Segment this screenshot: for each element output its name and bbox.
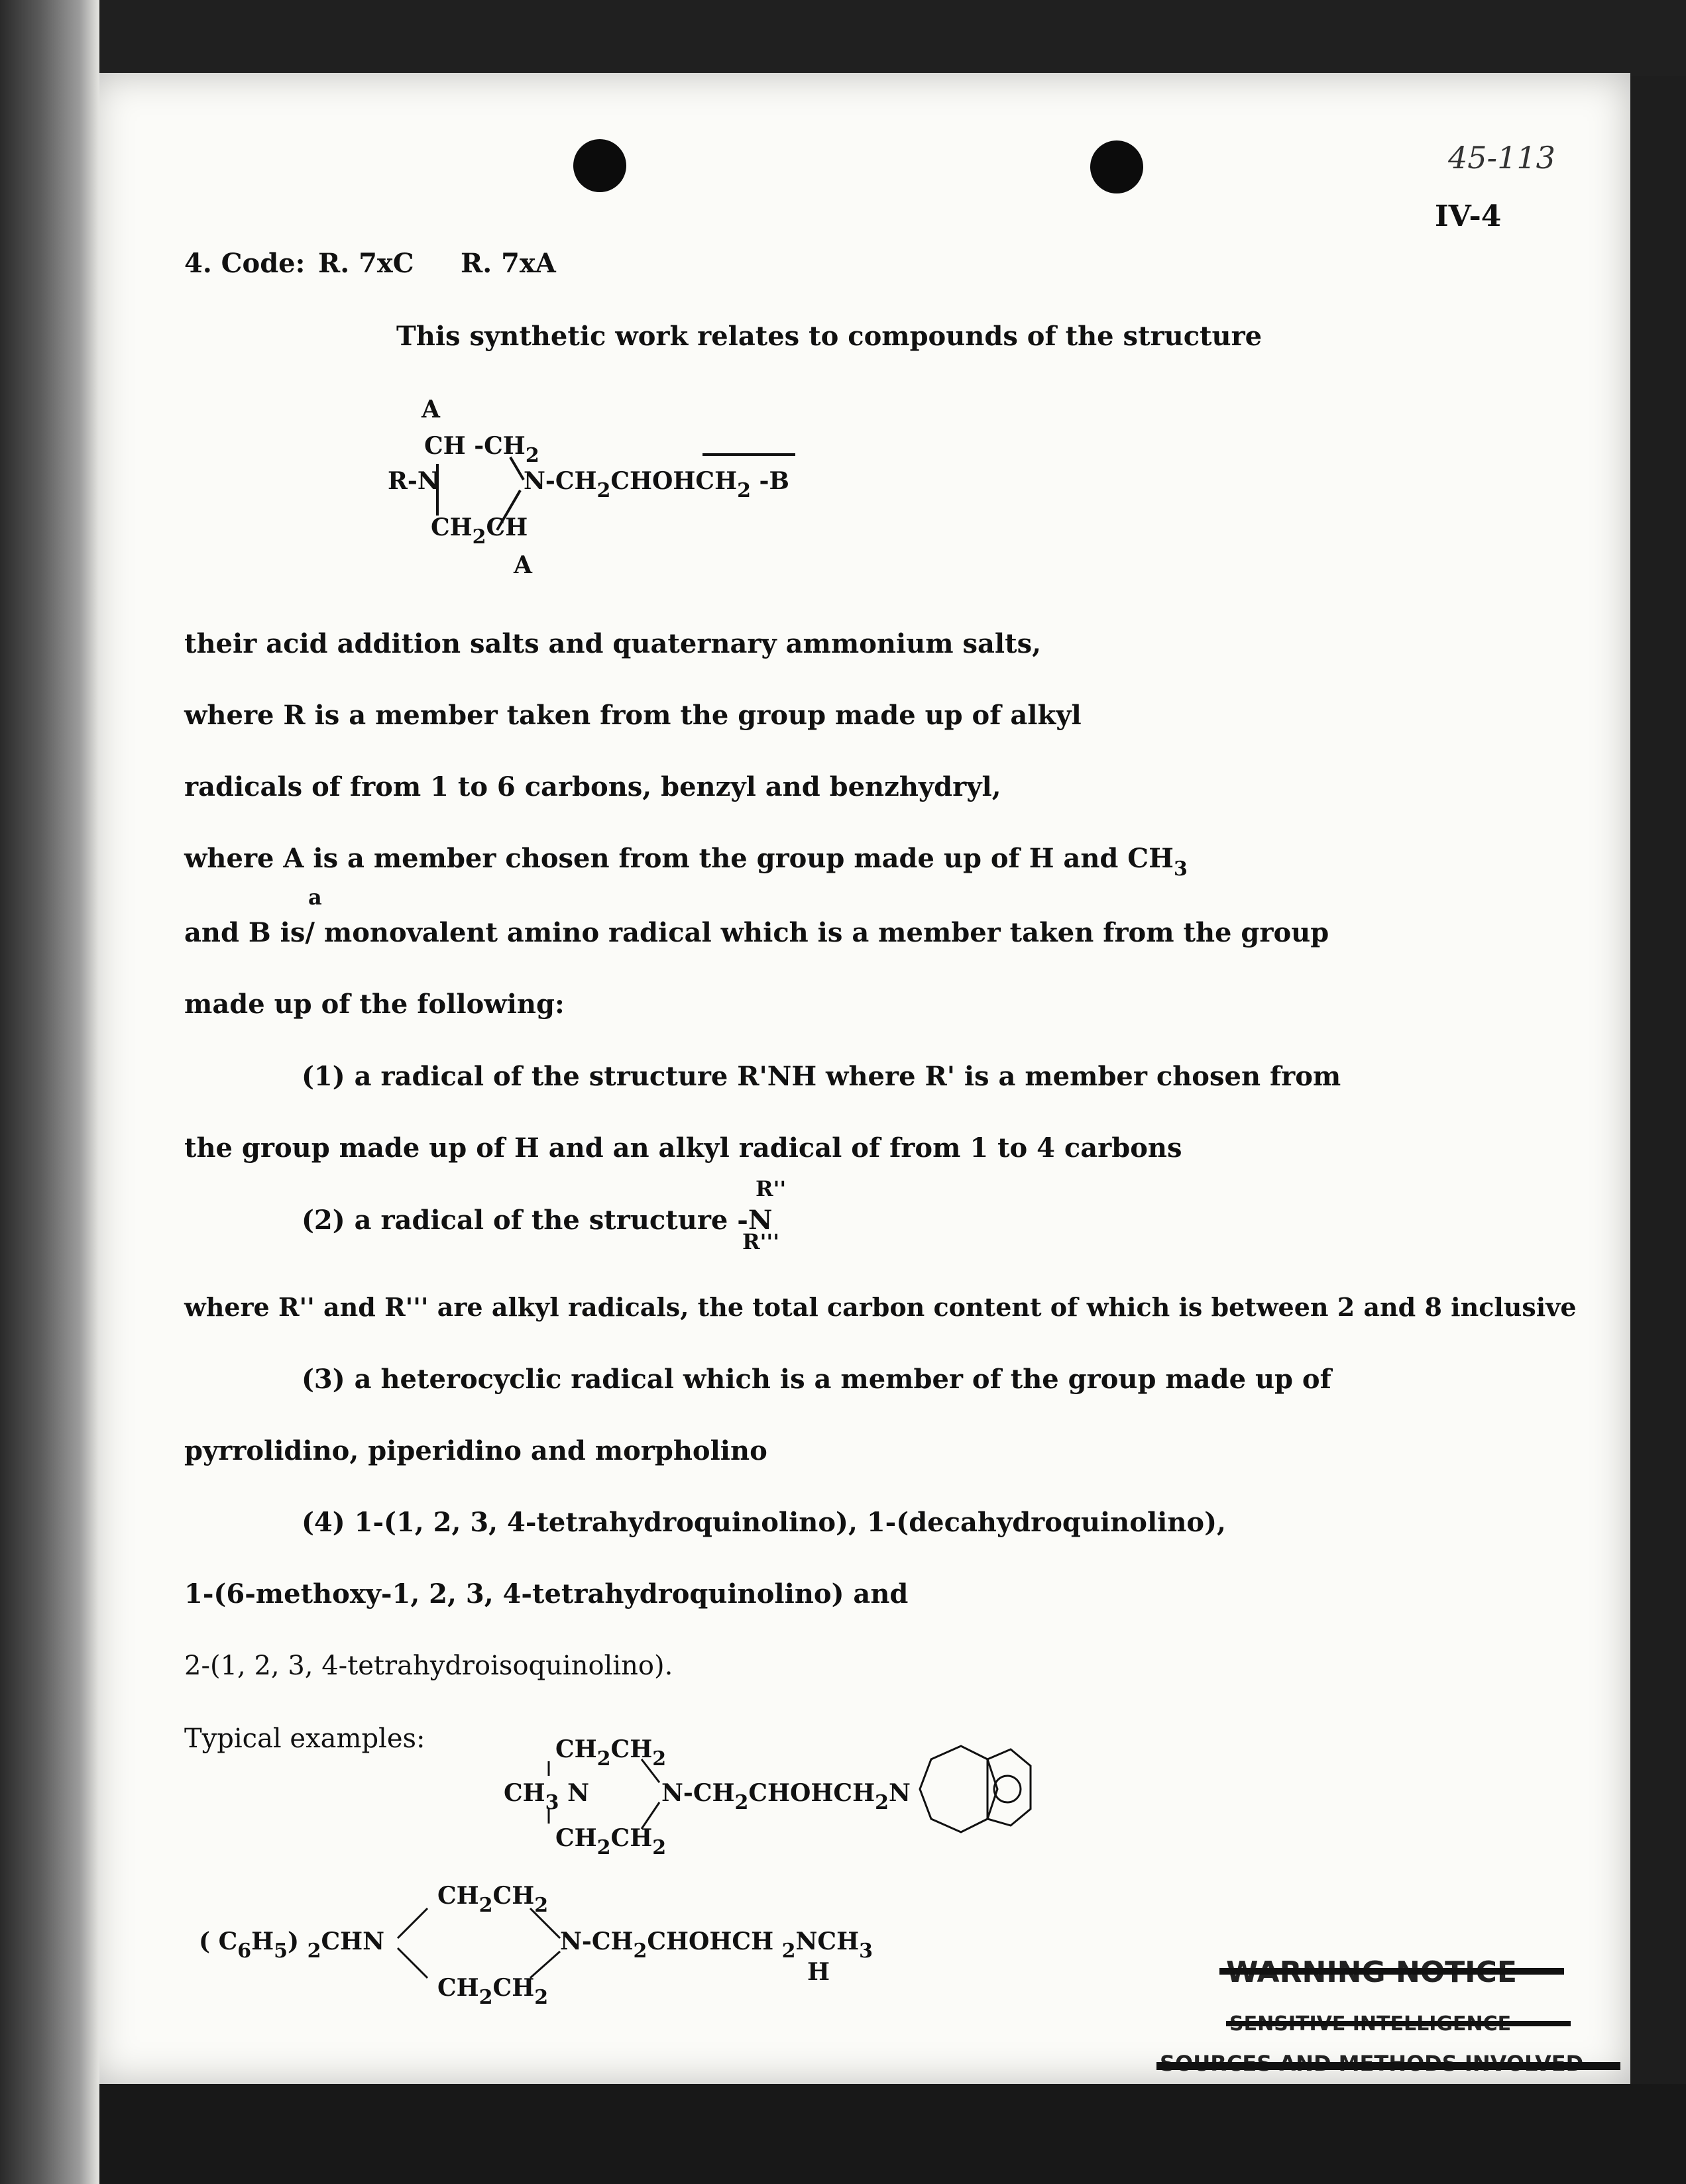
- item-4-continued-2: 2-(1, 2, 3, 4-tetrahydroisoquinolino).: [184, 1651, 673, 1681]
- example-2-top: $CH_2CH_2$: [437, 1882, 549, 1917]
- structure-ch-ch2: CH $-CH_2$: [424, 432, 539, 467]
- example-1-top: $CH_2CH_2$: [555, 1735, 667, 1771]
- item-2-superscript: R'': [756, 1176, 787, 1201]
- item-3: (3) a heterocyclic radical which is a member of the group made up of: [302, 1364, 1331, 1395]
- redaction-bar-1: [1219, 1968, 1564, 1975]
- structure-a-top: A: [422, 396, 440, 423]
- example-1-chain: $N-CH_2CHOHCH_2N$: [661, 1779, 911, 1814]
- examples-label: Typical examples:: [184, 1723, 425, 1754]
- code-value-1: R. 7xC: [318, 248, 414, 279]
- code-value-2: R. 7xA: [461, 248, 556, 279]
- structure-rn: R-N: [388, 467, 439, 495]
- text-line-6: made up of the following:: [184, 989, 565, 1020]
- item-2-subscript: R''': [742, 1229, 779, 1254]
- example-1-left: $CH_3$ N: [504, 1779, 589, 1814]
- example-2-bottom: $CH_2CH_2$: [437, 1974, 549, 2009]
- redaction-bar-3: [1156, 2062, 1620, 2070]
- handwritten-reference: 45-113: [1448, 140, 1555, 176]
- text-line-3: radicals of from 1 to 6 carbons, benzyl and benzhydryl,: [184, 771, 1001, 802]
- text-line-5: and B is/ monovalent amino radical which is a member taken from the group: [184, 917, 1329, 948]
- item-4: (4) 1-(1, 2, 3, 4-tetrahydroquinolino), 1-(decahydroquinolino),: [302, 1507, 1226, 1538]
- text-line-2: where R is a member taken from the group made up of alkyl: [184, 700, 1082, 731]
- example-2-h: H: [807, 1958, 830, 1986]
- item-4-continued-1: 1-(6-methoxy-1, 2, 3, 4-tetrahydroquinolino) and: [184, 1578, 909, 1610]
- example-1-bottom: $CH_2CH_2$: [555, 1824, 667, 1859]
- item-1-continued: the group made up of H and an alkyl radical of from 1 to 4 carbons: [184, 1132, 1182, 1164]
- text-line-1: their acid addition salts and quaternary ammonium salts,: [184, 628, 1042, 659]
- intro-text: This synthetic work relates to compounds of the structure: [396, 321, 1263, 352]
- item-3-continued: pyrrolidino, piperidino and morpholino: [184, 1435, 767, 1466]
- item-2: (2) a radical of the structure -N: [302, 1205, 773, 1236]
- structure-ch2ch: $CH_2CH$: [431, 514, 528, 549]
- structure-chain: $N-CH_2CHOHCH_2$ -B: [524, 467, 789, 502]
- item-1: (1) a radical of the structure R'NH where R' is a member chosen from: [302, 1061, 1341, 1092]
- text-insert-a: a: [308, 885, 322, 910]
- code-label: 4. Code:: [184, 248, 306, 279]
- item-2-continued: where R'' and R''' are alkyl radicals, the total carbon content of which is between 2 and 8 inclusive: [184, 1292, 1577, 1322]
- example-2-left: ( $C_6H_5$) $_2$CHN: [199, 1928, 385, 1963]
- text-line-4: where A is a member chosen from the group made up of H and $CH_3$: [184, 843, 1188, 881]
- redaction-bar-2: [1226, 2021, 1571, 2026]
- example-2-chain: $N-CH_2CHOHCH$ $_2NCH_3$: [560, 1928, 873, 1963]
- structure-a-bottom: A: [514, 551, 532, 579]
- page-reference: IV-4: [1435, 199, 1502, 233]
